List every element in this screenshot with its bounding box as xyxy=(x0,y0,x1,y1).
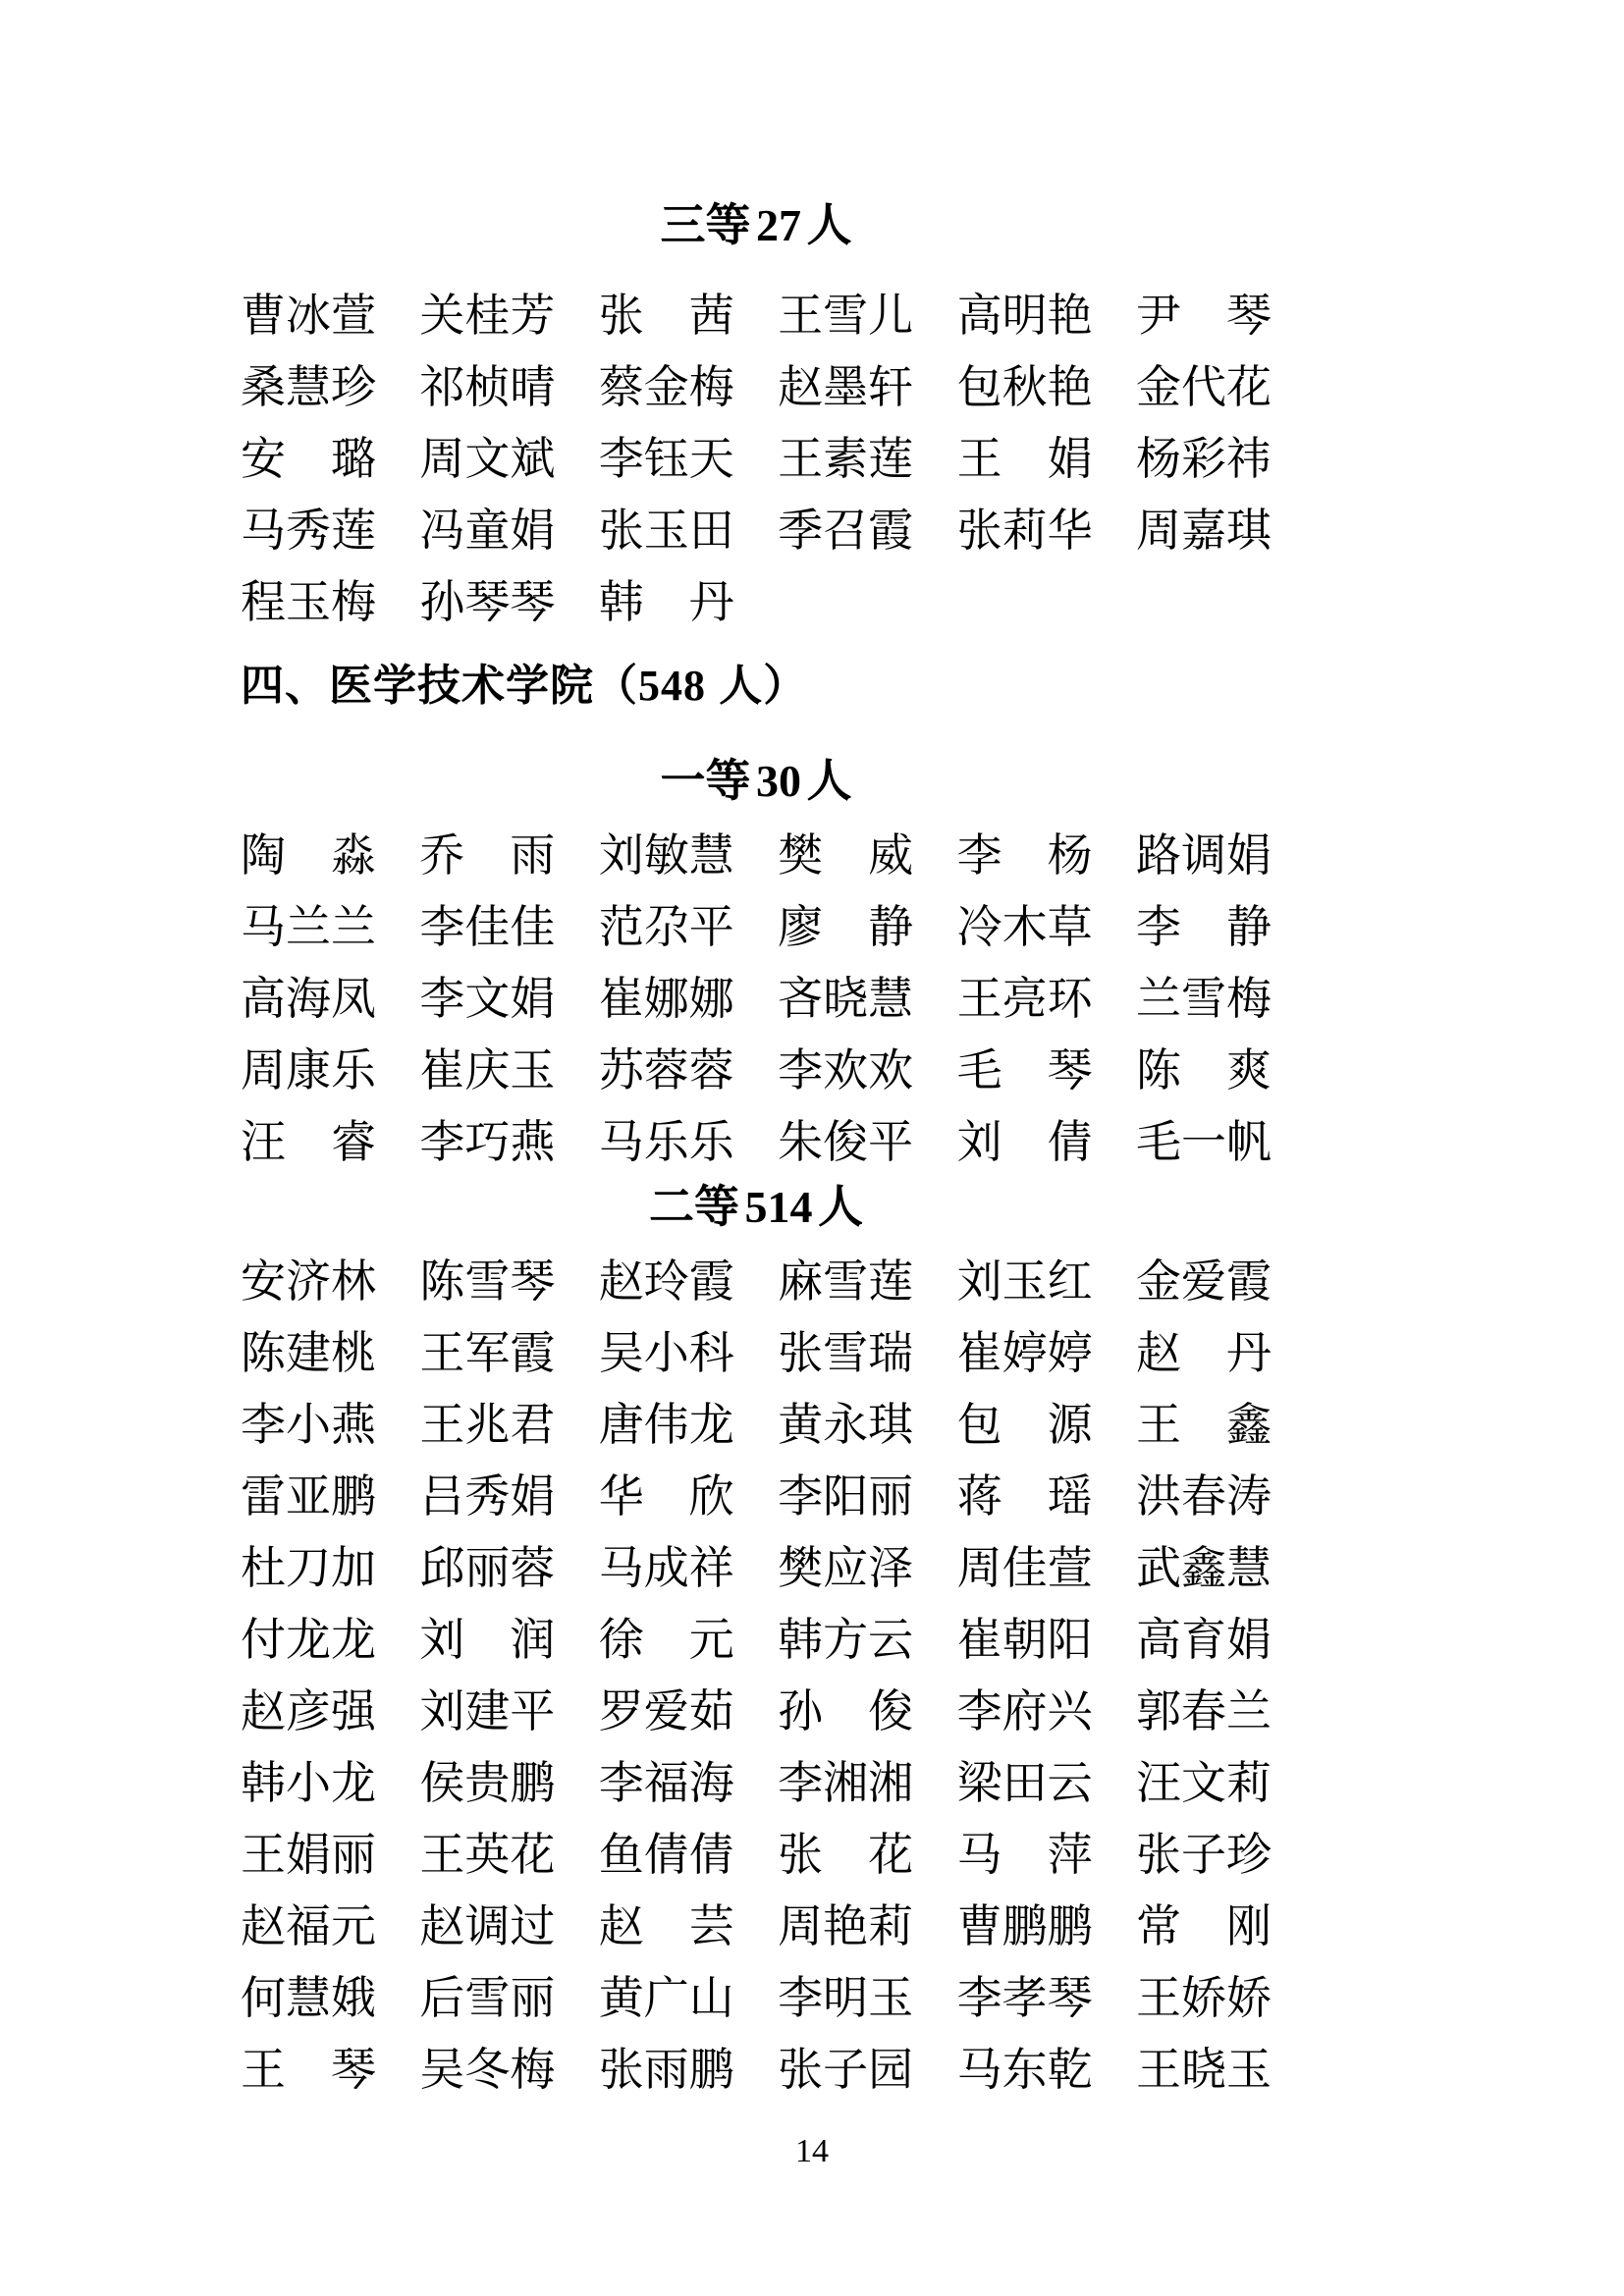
person-name: 张 花 xyxy=(778,1829,914,1880)
person-name: 陶 淼 xyxy=(241,829,376,881)
person-name: 祁 桢 晴 xyxy=(419,361,556,412)
person-name: 刘 玉 红 xyxy=(956,1255,1093,1307)
person-name: 桑 慧 珍 xyxy=(241,361,376,412)
person-name: 杜 刀 加 xyxy=(241,1542,376,1593)
person-name: 廖 静 xyxy=(778,901,914,952)
grade-heading: 一等 30 人 xyxy=(660,756,852,806)
college-heading: 四、医学技术学院（548 人） xyxy=(241,662,808,710)
name-row xyxy=(241,1891,1272,1962)
name-row xyxy=(241,1819,1272,1891)
person-name: 赵 彦 强 xyxy=(241,1685,376,1736)
person-name: 赵 芸 xyxy=(598,1900,734,1951)
person-name: 兰 雪 梅 xyxy=(1135,973,1272,1024)
person-name: 韩 小 龙 xyxy=(241,1757,376,1808)
person-name: 乔 雨 xyxy=(419,829,556,881)
person-name: 梁 田 云 xyxy=(956,1757,1093,1808)
person-name: 李 湘 湘 xyxy=(778,1757,914,1808)
person-name: 马 兰 兰 xyxy=(241,901,376,952)
name-row xyxy=(241,1317,1272,1389)
person-name: 王 娟 丽 xyxy=(241,1829,376,1880)
person-name: 常 刚 xyxy=(1135,1900,1272,1951)
person-name: 张 莉 华 xyxy=(956,505,1093,556)
person-name: 李 杨 xyxy=(956,829,1093,881)
person-name: 马 成 祥 xyxy=(598,1542,734,1593)
person-name: 高 明 艳 xyxy=(956,290,1093,341)
name-row xyxy=(241,1035,1272,1106)
person-name: 樊 威 xyxy=(778,829,914,881)
person-name: 张 茜 xyxy=(598,290,734,341)
person-name: 吴 冬 梅 xyxy=(419,2044,556,2095)
person-name: 马 乐 乐 xyxy=(598,1116,734,1167)
person-name: 王 娟 xyxy=(956,433,1093,484)
grade-heading: 二等 514 人 xyxy=(648,1182,864,1232)
person-name: 赵 丹 xyxy=(1135,1327,1272,1378)
name-row xyxy=(241,1246,1272,1317)
name-row xyxy=(241,891,1272,963)
person-name: 王 晓 玉 xyxy=(1135,2044,1272,2095)
person-name: 高 育 娟 xyxy=(1135,1614,1272,1665)
person-name: 张 子 珍 xyxy=(1135,1829,1272,1880)
person-name: 王 娇 娇 xyxy=(1135,1972,1272,2023)
person-name: 王 亮 环 xyxy=(956,973,1093,1024)
person-name: 李 静 xyxy=(1135,901,1272,952)
name-row xyxy=(241,963,1272,1035)
person-name: 崔 庆 玉 xyxy=(419,1044,556,1095)
person-name: 麻 雪 莲 xyxy=(778,1255,914,1307)
person-name: 安 璐 xyxy=(241,433,376,484)
person-name: 张 子 园 xyxy=(778,2044,914,2095)
person-name: 李 佳 佳 xyxy=(419,901,556,952)
person-name: 李 府 兴 xyxy=(956,1685,1093,1736)
person-name: 陈 建 桃 xyxy=(241,1327,376,1378)
person-name: 高 海 凤 xyxy=(241,973,376,1024)
person-name: 刘 倩 xyxy=(956,1116,1093,1167)
person-name: 蔡 金 梅 xyxy=(598,361,734,412)
person-name: 范 尕 平 xyxy=(598,901,734,952)
person-name: 华 欣 xyxy=(598,1470,734,1522)
person-name: 崔 朝 阳 xyxy=(956,1614,1093,1665)
person-name: 徐 元 xyxy=(598,1614,734,1665)
person-name: 赵 调 过 xyxy=(419,1900,556,1951)
person-name: 黄 永 琪 xyxy=(778,1399,914,1450)
person-name: 李 福 海 xyxy=(598,1757,734,1808)
person-name: 郭 春 兰 xyxy=(1135,1685,1272,1736)
person-name: 周 文 斌 xyxy=(419,433,556,484)
person-name: 刘 润 xyxy=(419,1614,556,1665)
person-name: 韩 丹 xyxy=(598,576,734,627)
person-name: 赵 福 元 xyxy=(241,1900,376,1951)
name-row xyxy=(241,1962,1272,2034)
name-row xyxy=(241,1106,1272,1178)
person-name: 金 爱 霞 xyxy=(1135,1255,1272,1307)
name-row xyxy=(241,495,1272,566)
person-name: 雷 亚 鹏 xyxy=(241,1470,376,1522)
page-number: 14 xyxy=(795,2133,829,2169)
person-name: 后 雪 丽 xyxy=(419,1972,556,2023)
person-name: 李 欢 欢 xyxy=(778,1044,914,1095)
person-name: 洪 春 涛 xyxy=(1135,1470,1272,1522)
person-name: 刘 敏 慧 xyxy=(598,829,734,881)
person-name: 赵 玲 霞 xyxy=(598,1255,734,1307)
grade-heading: 三等 27 人 xyxy=(660,200,852,250)
person-name: 汪 睿 xyxy=(241,1116,376,1167)
person-name: 张 玉 田 xyxy=(598,505,734,556)
person-name: 赵 墨 轩 xyxy=(778,361,914,412)
name-row xyxy=(241,2034,1272,2106)
person-name: 曹 冰 萱 xyxy=(241,290,376,341)
person-name: 李 阳 丽 xyxy=(778,1470,914,1522)
person-name: 崔 娜 娜 xyxy=(598,973,734,1024)
document-content xyxy=(241,0,1272,2106)
person-name: 曹 鹏 鹏 xyxy=(956,1900,1093,1951)
person-name: 李 文 娟 xyxy=(419,973,556,1024)
name-row xyxy=(241,566,1272,638)
person-name: 关 桂 芳 xyxy=(419,290,556,341)
person-name: 韩 方 云 xyxy=(778,1614,914,1665)
name-rows-group xyxy=(241,820,1272,1178)
person-name: 蒋 瑶 xyxy=(956,1470,1093,1522)
person-name: 何 慧 娥 xyxy=(241,1972,376,2023)
person-name: 王 鑫 xyxy=(1135,1399,1272,1450)
person-name: 周 佳 萱 xyxy=(956,1542,1093,1593)
person-name: 杨 彩 祎 xyxy=(1135,433,1272,484)
person-name: 张 雨 鹏 xyxy=(598,2044,734,2095)
person-name: 李 巧 燕 xyxy=(419,1116,556,1167)
person-name: 尹 琴 xyxy=(1135,290,1272,341)
person-name: 马 萍 xyxy=(956,1829,1093,1880)
person-name: 周 嘉 琪 xyxy=(1135,505,1272,556)
person-name: 金 代 花 xyxy=(1135,361,1272,412)
person-name: 王 雪 儿 xyxy=(778,290,914,341)
person-name: 王 兆 君 xyxy=(419,1399,556,1450)
person-name: 付 龙 龙 xyxy=(241,1614,376,1665)
person-name: 吝 晓 慧 xyxy=(778,973,914,1024)
person-name: 吕 秀 娟 xyxy=(419,1470,556,1522)
person-name: 孙 俊 xyxy=(778,1685,914,1736)
name-row xyxy=(241,423,1272,495)
name-row xyxy=(241,1389,1272,1461)
person-name: 黄 广 山 xyxy=(598,1972,734,2023)
person-name: 李 明 玉 xyxy=(778,1972,914,2023)
person-name: 马 东 乾 xyxy=(956,2044,1093,2095)
person-name: 苏 蓉 蓉 xyxy=(598,1044,734,1095)
person-name: 刘 建 平 xyxy=(419,1685,556,1736)
person-name: 邱 丽 蓉 xyxy=(419,1542,556,1593)
person-name: 孙 琴 琴 xyxy=(419,576,556,627)
person-name: 安 济 林 xyxy=(241,1255,376,1307)
person-name: 冷 木 草 xyxy=(956,901,1093,952)
person-name: 毛 琴 xyxy=(956,1044,1093,1095)
person-name: 包 秋 艳 xyxy=(956,361,1093,412)
person-name: 王 琴 xyxy=(241,2044,376,2095)
person-name: 王 英 花 xyxy=(419,1829,556,1880)
name-rows-group xyxy=(241,1246,1272,2106)
person-name: 崔 婷 婷 xyxy=(956,1327,1093,1378)
person-name: 王 军 霞 xyxy=(419,1327,556,1378)
person-name: 周 艳 莉 xyxy=(778,1900,914,1951)
person-name: 侯 贵 鹏 xyxy=(419,1757,556,1808)
person-name: 鱼 倩 倩 xyxy=(598,1829,734,1880)
person-name: 武 鑫 慧 xyxy=(1135,1542,1272,1593)
person-name: 程 玉 梅 xyxy=(241,576,376,627)
name-row xyxy=(241,1747,1272,1819)
person-name: 吴 小 科 xyxy=(598,1327,734,1378)
name-row xyxy=(241,1461,1272,1532)
person-name: 李 孝 琴 xyxy=(956,1972,1093,2023)
person-name: 周 康 乐 xyxy=(241,1044,376,1095)
person-name: 张 雪 瑞 xyxy=(778,1327,914,1378)
person-name: 包 源 xyxy=(956,1399,1093,1450)
person-name: 李 钰 天 xyxy=(598,433,734,484)
person-name: 罗 爱 茹 xyxy=(598,1685,734,1736)
person-name: 樊 应 泽 xyxy=(778,1542,914,1593)
name-row xyxy=(241,351,1272,423)
person-name: 唐 伟 龙 xyxy=(598,1399,734,1450)
person-name: 季 召 霞 xyxy=(778,505,914,556)
person-name: 马 秀 莲 xyxy=(241,505,376,556)
person-name: 朱 俊 平 xyxy=(778,1116,914,1167)
name-rows-group xyxy=(241,280,1272,638)
person-name: 毛 一 帆 xyxy=(1135,1116,1272,1167)
name-row xyxy=(241,820,1272,891)
name-row xyxy=(241,1532,1272,1604)
name-row xyxy=(241,1676,1272,1747)
name-row xyxy=(241,280,1272,351)
person-name: 李 小 燕 xyxy=(241,1399,376,1450)
person-name: 陈 爽 xyxy=(1135,1044,1272,1095)
person-name: 汪 文 莉 xyxy=(1135,1757,1272,1808)
person-name: 王 素 莲 xyxy=(778,433,914,484)
person-name: 路 调 娟 xyxy=(1135,829,1272,881)
person-name: 冯 童 娟 xyxy=(419,505,556,556)
name-row xyxy=(241,1604,1272,1676)
person-name: 陈 雪 琴 xyxy=(419,1255,556,1307)
